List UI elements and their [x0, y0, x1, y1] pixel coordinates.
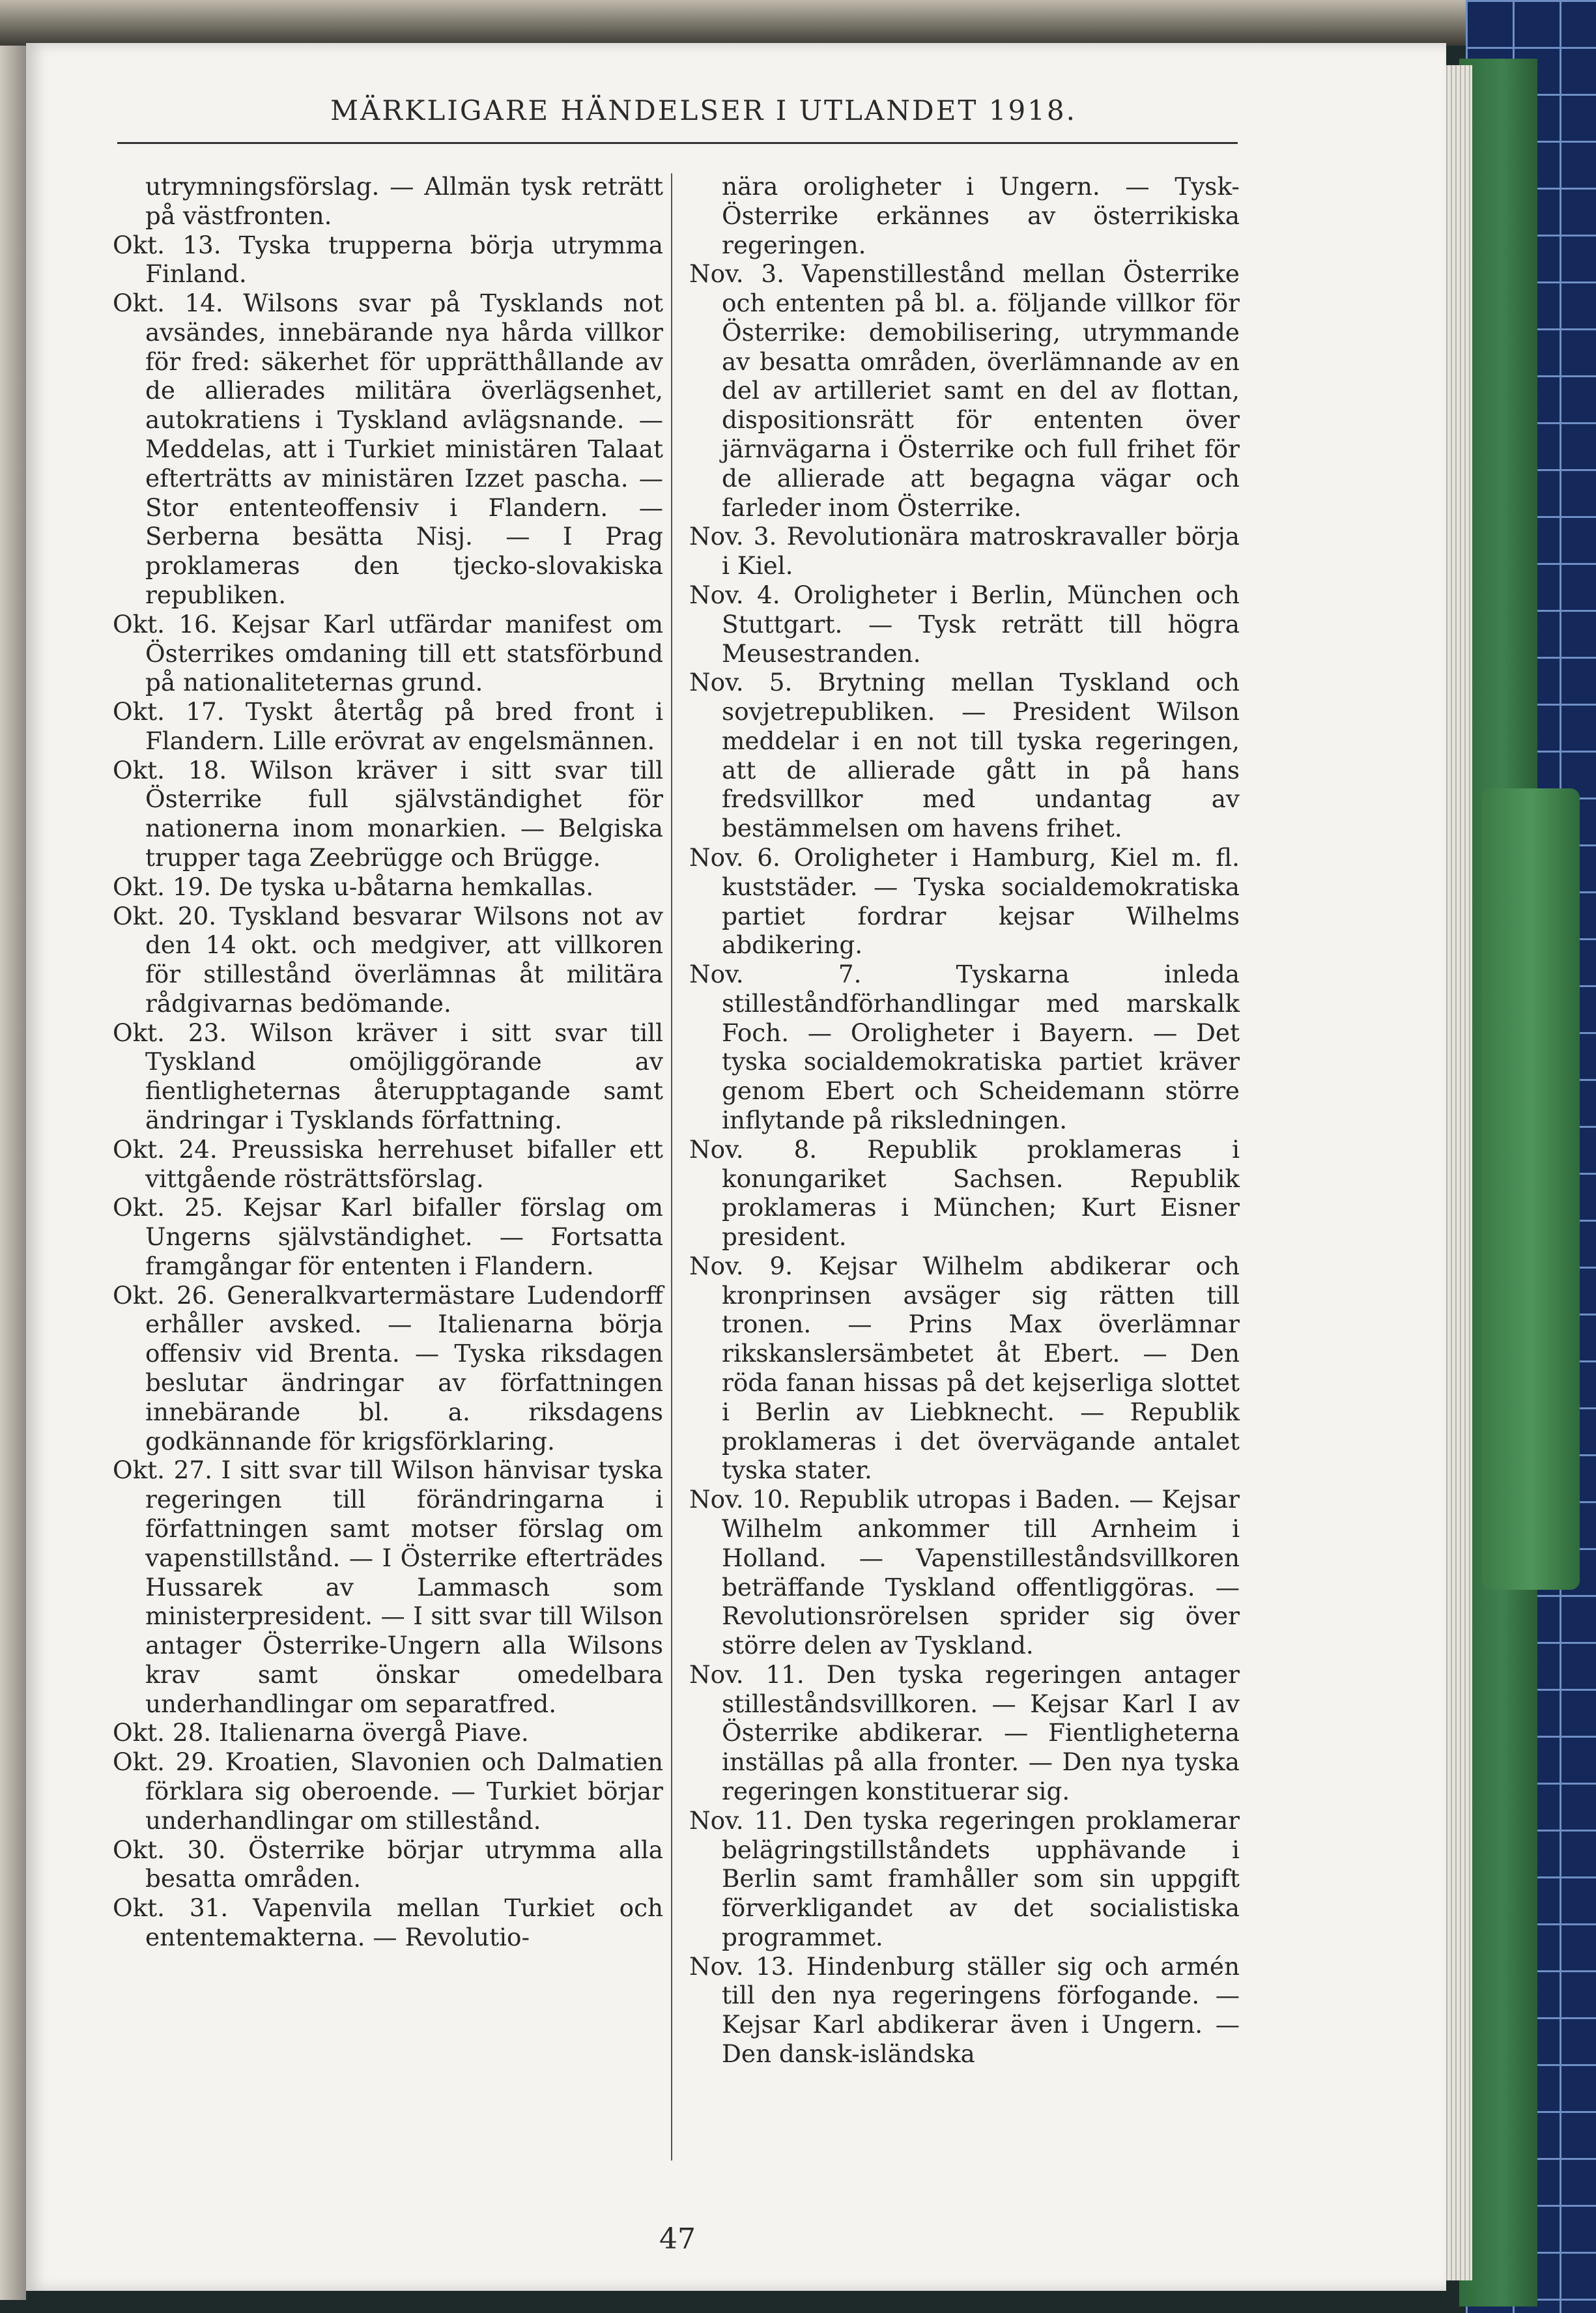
book-page — [26, 43, 1446, 2291]
entry: Nov. 11. Den tyska regeringen antager stilleståndsvillkoren. — Kejsar Karl I av Österrike abdikerar. — Fientligheterna inställas på alla fronter. — Den nya tyska regeringen konstituerar sig. — [689, 1659, 1240, 1805]
entry: Nov. 6. Oroligheter i Hamburg, Kiel m. fl. kuststäder. — Tyska socialdemokratiska partiet fordrar kejsar Wilhelms abdikering. — [689, 842, 1240, 960]
header-rule — [117, 142, 1238, 144]
entry: Okt. 26. Generalkvartermästare Ludendorff erhåller avsked. — Italienarna börja offensiv vid Brenta. — Tyska riksdagen beslutar ändringar av författningen innebärande bl. a. riksdagens godkännande för krigsförklaring. — [113, 1280, 663, 1456]
entry: Okt. 14. Wilsons svar på Tysklands not avsändes, innebärande nya hårda villkor för fred: säkerhet för upprätthållande av de allierades militära överlägsenhet, autokratiens i Tyskland avlägsnande. — Meddelas, att i Turkiet ministären Talaat efterträtts av ministären Izzet pascha. — Stor ententeoffensiv i Flandern. — Serberna besätta Nisj. — I Prag proklameras den tjecko-slovakiska republiken. — [113, 289, 663, 609]
entry: Nov. 13. Hindenburg ställer sig och armén till den nya regeringens förfogande. — Kejsar Karl abdikerar även i Ungern. — Den dansk-isländska — [689, 1951, 1240, 2068]
entry: Okt. 29. Kroatien, Slavonien och Dalmatien förklara sig oberoende. — Turkiet börjar underhandlingar om stillestånd. — [113, 1747, 663, 1835]
entry: Nov. 3. Vapenstillestånd mellan Österrike och ententen på bl. a. följande villkor för Österrike: demobilisering, utrymmande av besatta områden, överlämnande av en del av artilleriet samt en del av flottan, dispositionsrätt för ententen över järnvägarna i Österrike och full frihet för de allierade att begagna vägar och farleder inom Österrike. — [689, 259, 1240, 522]
left-column — [113, 172, 663, 1952]
entry: Okt. 27. I sitt svar till Wilson hänvisar tyska regeringen till förändringarna i författningen samt motser förslag om vapenstillstånd. — I Österrike efterträdes Hussarek av Lammasch som ministerpresident. — I sitt svar till Wilson antager Österrike-Ungern alla Wilsons krav samt önskar omedelbara underhandlingar om separatfred. — [113, 1456, 663, 1718]
entry: Okt. 28. Italienarna övergå Piave. — [113, 1718, 529, 1747]
entry: Nov. 3. Revolutionära matroskravaller börja i Kiel. — [689, 522, 1240, 581]
entry: Okt. 16. Kejsar Karl utfärdar manifest om Österrikes omdaning till ett statsförbund på nationaliteternas grund. — [113, 609, 663, 697]
running-header: MÄRKLIGARE HÄNDELSER I UTLANDET 1918. — [330, 94, 1077, 126]
entry: Nov. 7. Tyskarna inleda stilleståndförhandlingar med marskalk Foch. — Oroligheter i Bayern. — Det tyska socialdemokratiska partiet kräver genom Ebert och Scheidemann större inflytande på riksledningen. — [689, 960, 1240, 1134]
entry: Nov. 8. Republik proklameras i konungariket Sachsen. Republik proklameras i München; Kurt Eisner president. — [689, 1134, 1240, 1252]
book-tab — [1482, 788, 1580, 1590]
entry: Nov. 11. Den tyska regeringen proklamerar belägringstillståndets upphävande i Berlin samt framhåller som sin uppgift förverkligandet av det socialistiska programmet. — [689, 1805, 1240, 1951]
column-divider — [671, 173, 672, 2161]
entry: Nov. 4. Oroligheter i Berlin, München och Stuttgart. — Tysk reträtt till högra Meusestranden. — [689, 580, 1240, 668]
page-edges — [1443, 65, 1472, 2280]
entry: Okt. 19. De tyska u-båtarna hemkallas. — [113, 872, 594, 901]
background-top — [0, 0, 1596, 46]
entry: Okt. 25. Kejsar Karl bifaller förslag om Ungerns självständighet. — Fortsatta framgångar för ententen i Flandern. — [113, 1193, 663, 1280]
entry: utrymningsförslag. — Allmän tysk reträtt på västfronten. — [145, 172, 663, 230]
entry: Nov. 5. Brytning mellan Tyskland och sovjetrepubliken. — President Wilson meddelar i en not till tyska regeringen, att de allierade gått in på hans fredsvillkor med undantag av bestämmelsen om havens frihet. — [689, 668, 1240, 843]
entry: Okt. 23. Wilson kräver i sitt svar till Tyskland omöjliggörande av fientligheternas återupptagande samt ändringar i Tysklands författning. — [113, 1018, 663, 1134]
entry: Nov. 10. Republik utropas i Baden. — Kejsar Wilhelm ankommer till Arnheim i Holland. — Vapenstilleståndsvillkoren beträffande Tyskland offentliggöras. — Revolutionsrörelsen sprider sig över större delen av Tyskland. — [689, 1485, 1240, 1660]
right-column — [689, 172, 1240, 2069]
entry: Okt. 20. Tyskland besvarar Wilsons not av den 14 okt. och medgiver, att villkoren för stillestånd överlämnas åt militära rådgivarnas bedömande. — [113, 901, 663, 1018]
entry: nära oroligheter i Ungern. — Tysk-Österrike erkännes av österrikiska regeringen. — [722, 172, 1240, 259]
entry: Okt. 31. Vapenvila mellan Turkiet och ententemakterna. — Revolutio- — [113, 1893, 663, 1951]
entry: Okt. 18. Wilson kräver i sitt svar till Österrike full självständighet för nationerna inom monarkien. — Belgiska trupper taga Zeebrügge och Brügge. — [113, 755, 663, 872]
entry: Nov. 9. Kejsar Wilhelm abdikerar och kronprinsen avsäger sig rätten till tronen. — Prins Max överlämnar rikskanslersämbetet åt Ebert. — Den röda fanan hissas på det kejserliga slottet i Berlin av Liebknecht. — Republik proklameras i det övervägande antalet tyska stater. — [689, 1251, 1240, 1485]
entry: Okt. 13. Tyska trupperna börja utrymma Finland. — [113, 230, 663, 289]
entry: Okt. 24. Preussiska herrehuset bifaller ett vittgående rösträttsförslag. — [113, 1134, 663, 1193]
entry: Okt. 30. Österrike börjar utrymma alla besatta områden. — [113, 1835, 663, 1893]
page-number: 47 — [659, 2222, 696, 2256]
entry: Okt. 17. Tyskt återtåg på bred front i Flandern. Lille erövrat av engelsmännen. — [113, 697, 663, 755]
facing-page-edge — [0, 46, 26, 2300]
